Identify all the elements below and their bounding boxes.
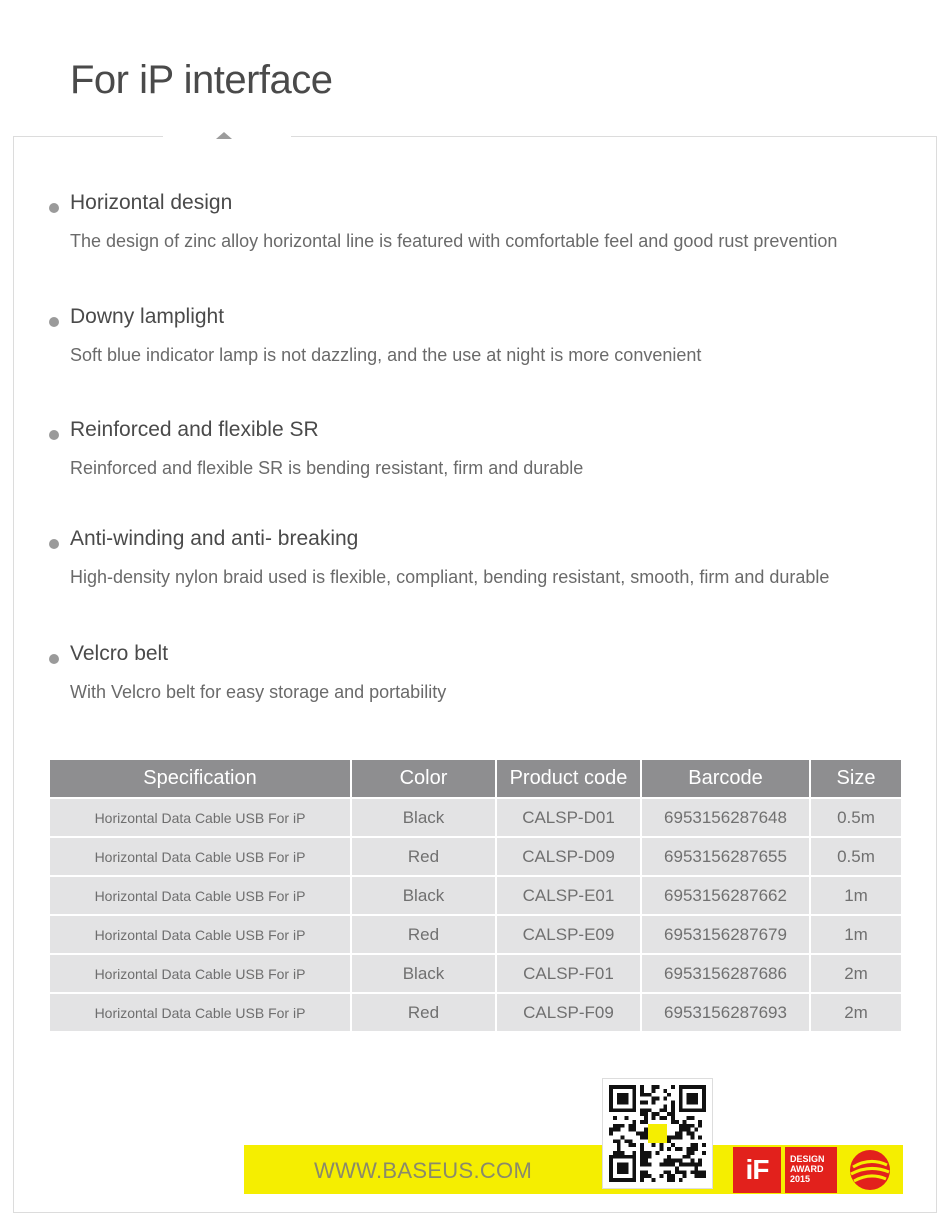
header-product-code: Product code (497, 760, 640, 797)
feature-title: Downy lamplight (70, 305, 225, 328)
if-award-logo: iF (733, 1147, 781, 1193)
cell-specification: Horizontal Data Cable USB For iP (50, 838, 350, 875)
table-row (50, 838, 901, 875)
feature-description: High-density nylon braid used is flexible, compliant, bending resistant, smooth, firm and durable (70, 567, 830, 587)
cell-specification: Horizontal Data Cable USB For iP (50, 955, 350, 992)
table-row (50, 916, 901, 953)
table-row (50, 799, 901, 836)
spec-table (48, 758, 903, 1033)
website-link[interactable]: WWW.BASEUS.COM (314, 1158, 533, 1183)
cell-barcode: 6953156287693 (642, 994, 809, 1031)
bullet-icon (49, 539, 59, 549)
cell-barcode: 6953156287679 (642, 916, 809, 953)
feature-title: Anti-winding and anti- breaking (70, 527, 359, 550)
red-dot-logo-icon (845, 1147, 895, 1193)
award-line: 2015 (790, 1174, 811, 1184)
cell-size: 1m (811, 877, 901, 914)
cell-color: Red (352, 838, 495, 875)
cell-product-code: CALSP-F09 (497, 994, 640, 1031)
cell-product-code: CALSP-F01 (497, 955, 640, 992)
feature-description: With Velcro belt for easy storage and portability (70, 682, 447, 702)
cell-product-code: CALSP-E09 (497, 916, 640, 953)
cell-size: 2m (811, 955, 901, 992)
feature-description: Soft blue indicator lamp is not dazzling, and the use at night is more convenient (70, 345, 702, 365)
bullet-icon (49, 430, 59, 440)
cell-specification: Horizontal Data Cable USB For iP (50, 877, 350, 914)
header-size: Size (811, 760, 901, 797)
cell-product-code: CALSP-D09 (497, 838, 640, 875)
bullet-icon (49, 203, 59, 213)
award-line: AWARD (790, 1164, 824, 1174)
cell-size: 0.5m (811, 799, 901, 836)
award-line: DESIGN (790, 1154, 825, 1164)
cell-size: 1m (811, 916, 901, 953)
feature-title: Velcro belt (70, 642, 169, 665)
qr-code-graphic (609, 1085, 706, 1182)
bullet-icon (49, 317, 59, 327)
cell-product-code: CALSP-D01 (497, 799, 640, 836)
feature-description: The design of zinc alloy horizontal line is featured with comfortable feel and good rust prevention (70, 231, 838, 251)
cell-size: 0.5m (811, 838, 901, 875)
qr-code-icon (602, 1078, 713, 1189)
cell-barcode: 6953156287686 (642, 955, 809, 992)
cell-color: Black (352, 799, 495, 836)
feature-title: Horizontal design (70, 191, 233, 214)
cell-specification: Horizontal Data Cable USB For iP (50, 916, 350, 953)
cell-color: Red (352, 916, 495, 953)
cell-specification: Horizontal Data Cable USB For iP (50, 799, 350, 836)
cell-specification: Horizontal Data Cable USB For iP (50, 994, 350, 1031)
cell-color: Black (352, 877, 495, 914)
table-header-row (50, 760, 901, 797)
cell-color: Red (352, 994, 495, 1031)
cell-product-code: CALSP-E01 (497, 877, 640, 914)
caret-up-icon (216, 132, 232, 139)
cell-barcode: 6953156287655 (642, 838, 809, 875)
bullet-icon (49, 654, 59, 664)
cell-color: Black (352, 955, 495, 992)
header-color: Color (352, 760, 495, 797)
table-row (50, 877, 901, 914)
cell-barcode: 6953156287648 (642, 799, 809, 836)
header-specification: Specification (50, 760, 350, 797)
table-row (50, 994, 901, 1031)
page-title: For iP interface (70, 58, 333, 102)
feature-description: Reinforced and flexible SR is bending resistant, firm and durable (70, 458, 584, 478)
reddot-award-box (785, 1147, 837, 1193)
cell-barcode: 6953156287662 (642, 877, 809, 914)
cell-size: 2m (811, 994, 901, 1031)
header-barcode: Barcode (642, 760, 809, 797)
feature-title: Reinforced and flexible SR (70, 418, 319, 441)
content-panel (13, 136, 937, 1213)
table-row (50, 955, 901, 992)
